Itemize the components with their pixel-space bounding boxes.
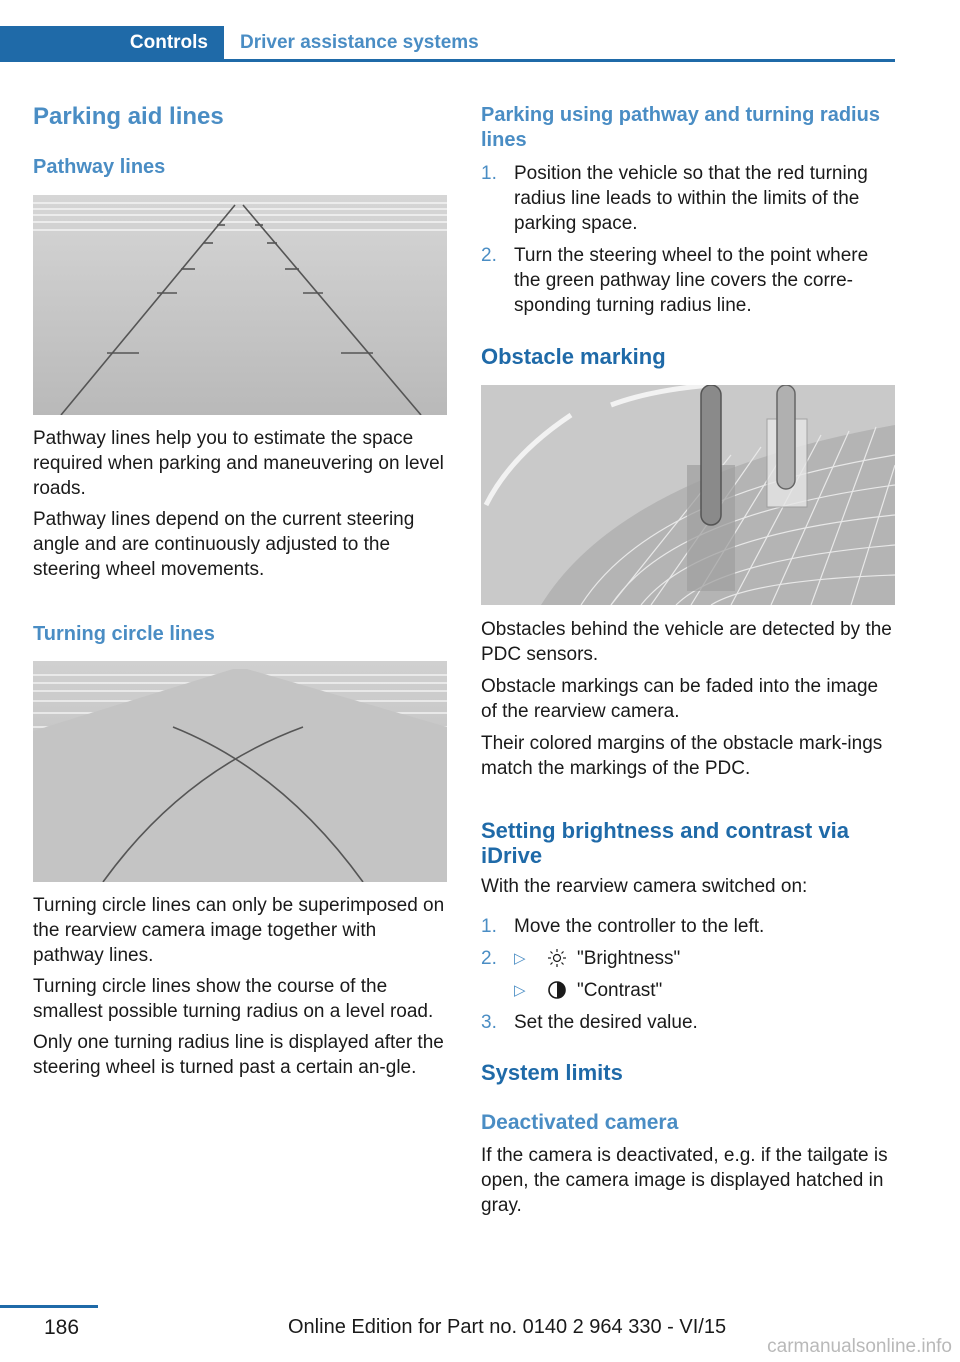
turning-circle-image [33, 661, 447, 882]
step-number: 3. [481, 1012, 497, 1033]
page-number: 186 [44, 1316, 80, 1339]
step-text: Turn the steering wheel to the point where the green pathway line covers the corre-sponding turning radius line. [514, 245, 869, 316]
brightness-heading: Setting brightness and contrast via iDrive [481, 818, 849, 868]
obstacle-marking-figure [481, 385, 895, 605]
obstacle-text [481, 617, 897, 781]
step-text: Set the desired value. [514, 1012, 698, 1033]
pathway-lines-image [33, 195, 447, 415]
watermark: carmanualsonline.info [767, 1336, 952, 1357]
step-number: 2. [481, 948, 497, 969]
parking-heading: Parking using pathway and turning radius lines [481, 104, 880, 151]
sub-step-marker: ▷ [514, 950, 526, 967]
parking-step-1 [481, 161, 897, 236]
pathway-lines-figure [33, 195, 447, 415]
brightness-label: "Brightness" [577, 948, 681, 969]
brightness-step-2b [481, 978, 897, 1003]
turning-circle-figure [33, 661, 447, 882]
footer-rule [0, 1305, 98, 1308]
deactivated-paragraph: If the camera is deactivated, e.g. if the tailgate is open, the camera image is displayed hatched in gray. [481, 1145, 888, 1216]
page-header [0, 26, 895, 62]
obstacle-marking-image [481, 385, 895, 605]
step-number: 1. [481, 163, 497, 184]
header-rule [0, 59, 895, 62]
step-number: 1. [481, 916, 497, 937]
turning-heading: Turning circle lines [33, 623, 215, 645]
brightness-intro: With the rearview camera switched on: [481, 876, 808, 897]
pathway-text [33, 426, 451, 582]
parking-step-2 [481, 243, 897, 318]
obstacle-paragraph-1: Obstacles behind the vehicle are detected by the PDC sensors. [481, 619, 892, 665]
turning-paragraph-1: Turning circle lines can only be superimposed on the rearview camera image together with pathway lines. [33, 895, 445, 966]
brightness-step-1 [481, 914, 897, 939]
turning-paragraph-2: Turning circle lines show the course of the smallest possible turning radius on a level road. [33, 976, 434, 1022]
obstacle-heading: Obstacle marking [481, 344, 666, 369]
brightness-step-3 [481, 1010, 897, 1035]
turning-text [33, 893, 451, 1080]
brightness-icon [547, 948, 567, 975]
obstacle-paragraph-3: Their colored margins of the obstacle mark-ings match the markings of the PDC. [481, 733, 883, 779]
contrast-label: "Contrast" [577, 980, 663, 1001]
step-number: 2. [481, 245, 497, 266]
pathway-paragraph-2: Pathway lines depend on the current steering angle and are continuously adjusted to the steering wheel movements. [33, 509, 415, 580]
contrast-icon [547, 980, 567, 1007]
step-text: Move the controller to the left. [514, 916, 765, 937]
parking-aid-title: Parking aid lines [33, 103, 224, 130]
chapter-tab: Controls [0, 26, 224, 59]
deactivated-heading: Deactivated camera [481, 1111, 679, 1134]
section-title: Driver assistance systems [240, 31, 479, 53]
system-limits-heading: System limits [481, 1060, 623, 1085]
brightness-step-2a [481, 946, 897, 971]
step-text: Position the vehicle so that the red turning radius line leads to within the limits of the parking space. [514, 163, 868, 234]
obstacle-paragraph-2: Obstacle markings can be faded into the image of the rearview camera. [481, 676, 879, 722]
sub-step-marker: ▷ [514, 982, 526, 999]
pathway-paragraph-1: Pathway lines help you to estimate the space required when parking and maneuvering on level roads. [33, 428, 444, 499]
pathway-heading: Pathway lines [33, 156, 166, 178]
edition-note: Online Edition for Part no. 0140 2 964 330 - VI/15 [288, 1316, 727, 1338]
turning-paragraph-3: Only one turning radius line is displayed after the steering wheel is turned past a certain an-gle. [33, 1032, 444, 1078]
